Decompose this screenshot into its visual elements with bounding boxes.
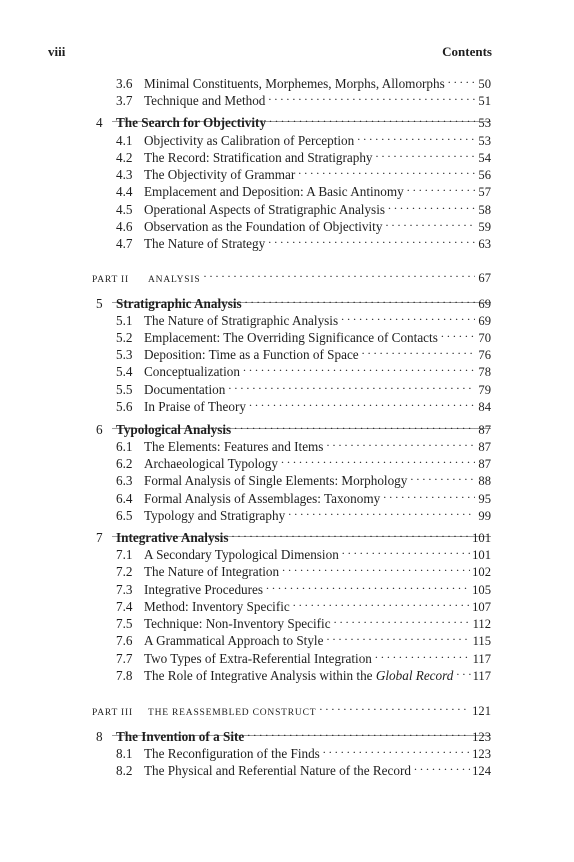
- dot-leader: [385, 214, 475, 231]
- entry-page-number: 53: [478, 116, 491, 130]
- entry-title-text: The Invention of a Site: [116, 729, 245, 744]
- entry-title-text: Stratigraphic Analysis: [116, 296, 242, 311]
- dot-leader: [362, 342, 475, 359]
- entry-page-number: 70: [478, 331, 491, 345]
- entry-number: 4: [96, 115, 103, 130]
- dot-leader: [298, 162, 475, 179]
- entry-number: 3.6: [116, 76, 133, 91]
- entry-title-text: Observation as the Foundation of Objectivity: [144, 219, 383, 234]
- entry-number: 6.2: [116, 456, 133, 471]
- toc-section-entry[interactable]: [92, 231, 491, 253]
- toc-section-entry[interactable]: [92, 88, 491, 110]
- entry-title-text: Integrative Analysis: [116, 530, 229, 545]
- entry-number: 7.1: [116, 547, 133, 562]
- entry-title-text: The Nature of Strategy: [144, 236, 266, 251]
- entry-number: 4.3: [116, 167, 133, 182]
- entry-number: 3.7: [116, 93, 133, 108]
- entry-number: 4.2: [116, 150, 133, 165]
- entry-title-text: The Physical and Referential Nature of the Record: [144, 763, 411, 778]
- entry-page-number: 107: [472, 600, 491, 614]
- dot-leader: [326, 628, 470, 645]
- entry-page-number: 57: [478, 185, 491, 199]
- running-title: Contents: [442, 44, 492, 59]
- dot-leader: [388, 197, 475, 214]
- entry-title-text: In Praise of Theory: [144, 399, 246, 414]
- entry-page-number: 54: [478, 151, 491, 165]
- dot-leader: [288, 503, 475, 520]
- dot-leader: [407, 179, 475, 196]
- entry-number: 7.5: [116, 616, 133, 631]
- entry-title: [144, 235, 265, 252]
- entry-title: [148, 272, 200, 289]
- dot-leader: [456, 663, 470, 680]
- entry-page-number: 123: [472, 730, 491, 744]
- entry-number: 5.6: [116, 399, 133, 414]
- entry-page-number: 105: [472, 583, 491, 597]
- entry-number: PART II: [92, 275, 129, 285]
- entry-title-text: ANALYSIS: [148, 275, 201, 285]
- entry-page-number: 59: [478, 220, 491, 234]
- entry-title: [144, 762, 411, 779]
- entry-number: 8.2: [116, 763, 133, 778]
- entry-number: 5.2: [116, 330, 133, 345]
- entry-title: [144, 398, 246, 415]
- entry-number: 6.4: [116, 491, 133, 506]
- entry-title-text: Objectivity as Calibration of Perception: [144, 133, 355, 148]
- dot-leader: [228, 377, 475, 394]
- entry-title-text: Conceptualization: [144, 364, 240, 379]
- entry-number: 7.6: [116, 633, 133, 648]
- dot-leader: [357, 128, 475, 145]
- entry-title-text: Two Types of Extra-Referential Integration: [144, 651, 372, 666]
- entry-page-number: 84: [478, 400, 491, 414]
- toc-section-entry[interactable]: [92, 663, 491, 685]
- entry-title-text: Typology and Stratigraphy: [144, 508, 286, 523]
- entry-page-number: 69: [478, 314, 491, 328]
- dot-leader: [269, 110, 475, 127]
- entry-title-text: Archaeological Typology: [144, 456, 278, 471]
- entry-title: [148, 705, 316, 722]
- entry-page-number: 78: [478, 365, 491, 379]
- entry-number: 8.1: [116, 746, 133, 761]
- entry-number: PART III: [92, 708, 133, 718]
- dot-leader: [231, 525, 470, 542]
- entry-number: 7.2: [116, 564, 133, 579]
- entry-title-text: A Grammatical Approach to Style: [144, 633, 324, 648]
- entry-title-text: Operational Aspects of Stratigraphic Analysis: [144, 202, 385, 217]
- entry-title-text: The Elements: Features and Items: [144, 439, 324, 454]
- entry-number: 5.1: [116, 313, 133, 328]
- dot-leader: [249, 394, 475, 411]
- entry-title-text: Method: Inventory Specific: [144, 599, 290, 614]
- dot-leader: [375, 646, 471, 663]
- dot-leader: [245, 291, 475, 308]
- entry-page-number: 102: [472, 565, 491, 579]
- dot-leader: [266, 577, 470, 594]
- entry-page-number: 50: [478, 77, 491, 91]
- dot-leader: [342, 542, 470, 559]
- entry-page-number: 76: [478, 348, 491, 362]
- page-folio: viii: [48, 44, 66, 59]
- entry-number: 4.5: [116, 202, 133, 217]
- dot-leader: [441, 325, 475, 342]
- entry-title-text: Formal Analysis of Assemblages: Taxonomy: [144, 491, 381, 506]
- entry-title-text: A Secondary Typological Dimension: [144, 547, 339, 562]
- dot-leader: [247, 724, 470, 741]
- dot-leader: [410, 468, 475, 485]
- entry-title-text: The Nature of Stratigraphic Analysis: [144, 313, 339, 328]
- dot-leader: [326, 434, 475, 451]
- entry-title-text: Minimal Constituents, Morphemes, Morphs, Allomorphs: [144, 76, 445, 91]
- entry-number: 7.3: [116, 582, 133, 597]
- entry-title-text: Emplacement: The Overriding Significance of Contacts: [144, 330, 438, 345]
- entry-title: [144, 92, 265, 109]
- entry-number: 8: [96, 729, 103, 744]
- entry-page-number: 117: [472, 669, 491, 683]
- entry-number: 6: [96, 422, 103, 437]
- entry-number: 4.4: [116, 184, 133, 199]
- entry-number: 4.7: [116, 236, 133, 251]
- entry-page-number: 99: [478, 509, 491, 523]
- entry-page-number: 117: [472, 652, 491, 666]
- dot-leader: [414, 758, 470, 775]
- entry-number: 7.7: [116, 651, 133, 666]
- dot-leader: [323, 741, 470, 758]
- entry-page-number: 87: [478, 423, 491, 437]
- entry-number: 6.1: [116, 439, 133, 454]
- dot-leader: [334, 611, 471, 628]
- entry-number: 7.8: [116, 668, 133, 683]
- entry-page-number: 123: [472, 747, 491, 761]
- toc-section-entry[interactable]: [92, 394, 491, 416]
- dot-leader: [243, 359, 475, 376]
- entry-title-text: Technique: Non-Inventory Specific: [144, 616, 331, 631]
- entry-title: [144, 667, 453, 684]
- entry-page-number: 121: [472, 704, 491, 718]
- entry-title-text: The Reconfiguration of the Finds: [144, 746, 320, 761]
- dot-leader: [281, 451, 475, 468]
- entry-page-number: 88: [478, 474, 491, 488]
- entry-number: 4.6: [116, 219, 133, 234]
- entry-title-text: Deposition: Time as a Function of Space: [144, 347, 359, 362]
- entry-title-text: Technique and Method: [144, 93, 266, 108]
- entry-number: 7: [96, 530, 103, 545]
- entry-page-number: 112: [472, 617, 491, 631]
- dot-leader: [448, 71, 475, 88]
- entry-number: 7.4: [116, 599, 133, 614]
- dot-leader: [203, 265, 475, 282]
- dot-leader: [341, 308, 475, 325]
- entry-page-number: 53: [478, 134, 491, 148]
- entry-title-text: Formal Analysis of Single Elements: Morphology: [144, 473, 408, 488]
- entry-page-number: 95: [478, 492, 491, 506]
- entry-title-italic: Global Record: [375, 668, 454, 683]
- entry-number: 5.3: [116, 347, 133, 362]
- entry-title-text: The Objectivity of Grammar: [144, 167, 296, 182]
- dot-leader: [268, 88, 475, 105]
- dot-leader: [376, 145, 475, 162]
- dot-leader: [319, 698, 470, 715]
- dot-leader: [293, 594, 470, 611]
- entry-page-number: 87: [478, 440, 491, 454]
- dot-leader: [383, 486, 475, 503]
- entry-number: 5.4: [116, 364, 133, 379]
- entry-page-number: 58: [478, 203, 491, 217]
- entry-page-number: 101: [472, 531, 491, 545]
- dot-leader: [234, 417, 475, 434]
- entry-page-number: 69: [478, 297, 491, 311]
- entry-title-text: THE REASSEMBLED CONSTRUCT: [148, 708, 317, 718]
- entry-title-text: The Nature of Integration: [144, 564, 280, 579]
- dot-leader: [282, 559, 470, 576]
- entry-page-number: 67: [478, 271, 491, 285]
- dot-leader: [268, 231, 475, 248]
- toc-part-entry[interactable]: [92, 698, 491, 722]
- entry-title-text: Typological Analysis: [116, 422, 232, 437]
- toc-part-entry[interactable]: [92, 265, 491, 289]
- entry-title: [144, 507, 285, 524]
- entry-title-text: The Role of Integrative Analysis within the: [144, 668, 373, 683]
- entry-title-text: The Search for Objectivity: [116, 115, 267, 130]
- entry-page-number: 56: [478, 168, 491, 182]
- entry-page-number: 115: [472, 634, 491, 648]
- entry-page-number: 124: [472, 764, 491, 778]
- entry-number: 4.1: [116, 133, 133, 148]
- entry-page-number: 79: [478, 383, 491, 397]
- toc-section-entry[interactable]: [92, 758, 491, 780]
- entry-number: 6.3: [116, 473, 133, 488]
- entry-page-number: 87: [478, 457, 491, 471]
- toc-section-entry[interactable]: [92, 503, 491, 525]
- entry-number: 6.5: [116, 508, 133, 523]
- entry-title-text: Emplacement and Deposition: A Basic Antinomy: [144, 184, 404, 199]
- entry-title-text: Documentation: [144, 382, 226, 397]
- entry-page-number: 51: [478, 94, 491, 108]
- entry-title-text: The Record: Stratification and Stratigraphy: [144, 150, 373, 165]
- entry-number: 5: [96, 296, 103, 311]
- entry-page-number: 101: [472, 548, 491, 562]
- entry-page-number: 63: [478, 237, 491, 251]
- entry-number: 5.5: [116, 382, 133, 397]
- entry-title-text: Integrative Procedures: [144, 582, 264, 597]
